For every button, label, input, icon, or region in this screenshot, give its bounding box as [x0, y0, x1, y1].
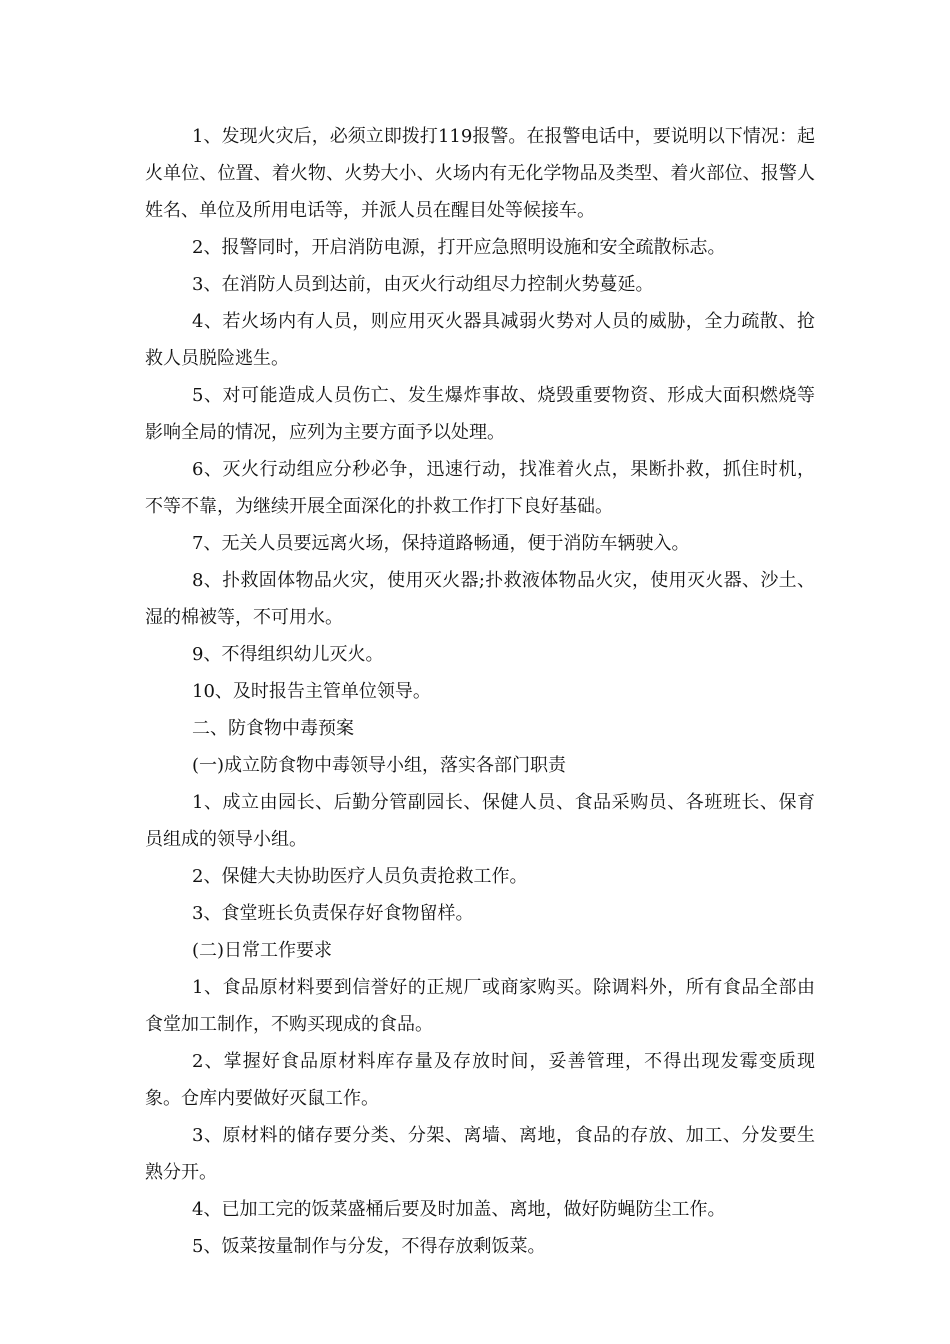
subsection-heading-leadership: (一)成立防食物中毒领导小组，落实各部门职责 [192, 755, 567, 776]
paragraph-fire-priority: 5、对可能造成人员伤亡、发生爆炸事故、烧毁重要物资、形成大面积燃烧等影响全局的情况，应列为主要方面予以处理。 [145, 385, 815, 443]
paragraph-leadership-group: 1、成立由园长、后勤分管副园长、保健人员、食品采购员、各班班长、保育员组成的领导小组。 [145, 792, 815, 850]
subsection-heading-daily-work: (二)日常工作要求 [192, 940, 333, 961]
paragraph-fire-action: 6、灭火行动组应分秒必争，迅速行动，找准着火点，果断扑救，抓住时机，不等不靠，为继续开展全面深化的扑救工作打下良好基础。 [145, 459, 815, 517]
document-body [145, 118, 815, 1265]
paragraph-storage-time: 2、掌握好食品原材料库存量及存放时间，妥善管理，不得出现发霉变质现象。仓库内要做好灭鼠工作。 [145, 1051, 815, 1109]
paragraph-fire-report-leader: 10、及时报告主管单位领导。 [192, 681, 431, 702]
paragraph-food-sample: 3、食堂班长负责保存好食物留样。 [192, 903, 474, 924]
paragraph-fire-evacuate: 4、若火场内有人员，则应用灭火器具减弱火势对人员的威胁，全力疏散、抢救人员脱险逃生。 [145, 311, 815, 369]
paragraph-purchase: 1、食品原材料要到信誉好的正规厂或商家购买。除调料外，所有食品全部由食堂加工制作，不购买现成的食品。 [145, 977, 815, 1035]
paragraph-fire-clear-road: 7、无关人员要远离火场，保持道路畅通，便于消防车辆驶入。 [192, 533, 690, 554]
paragraph-storage-separate: 3、原材料的储存要分类、分架、离墙、离地，食品的存放、加工、分发要生熟分开。 [145, 1125, 815, 1183]
paragraph-fire-power: 2、报警同时，开启消防电源，打开应急照明设施和安全疏散标志。 [192, 237, 726, 258]
paragraph-fire-report: 1、发现火灾后，必须立即拨打119报警。在报警电话中，要说明以下情况：起火单位、位置、着火物、火势大小、火场内有无化学物品及类型、着火部位、报警人姓名、单位及所用电话等，并派人员在醒目处等候接车。 [145, 126, 815, 221]
paragraph-fire-extinguish: 8、扑救固体物品火灾，使用灭火器;扑救液体物品火灾，使用灭火器、沙土、湿的棉被等，不可用水。 [145, 570, 815, 628]
paragraph-no-leftovers: 5、饭菜按量制作与分发，不得存放剩饭菜。 [192, 1236, 546, 1257]
paragraph-cover-food: 4、已加工完的饭菜盛桶后要及时加盖、离地，做好防蝇防尘工作。 [192, 1199, 726, 1220]
section-heading-food-poisoning: 二、防食物中毒预案 [192, 718, 354, 739]
paragraph-fire-control: 3、在消防人员到达前，由灭火行动组尽力控制火势蔓延。 [192, 274, 654, 295]
paragraph-fire-children: 9、不得组织幼儿灭火。 [192, 644, 384, 665]
paragraph-doctor-rescue: 2、保健大夫协助医疗人员负责抢救工作。 [192, 866, 528, 887]
